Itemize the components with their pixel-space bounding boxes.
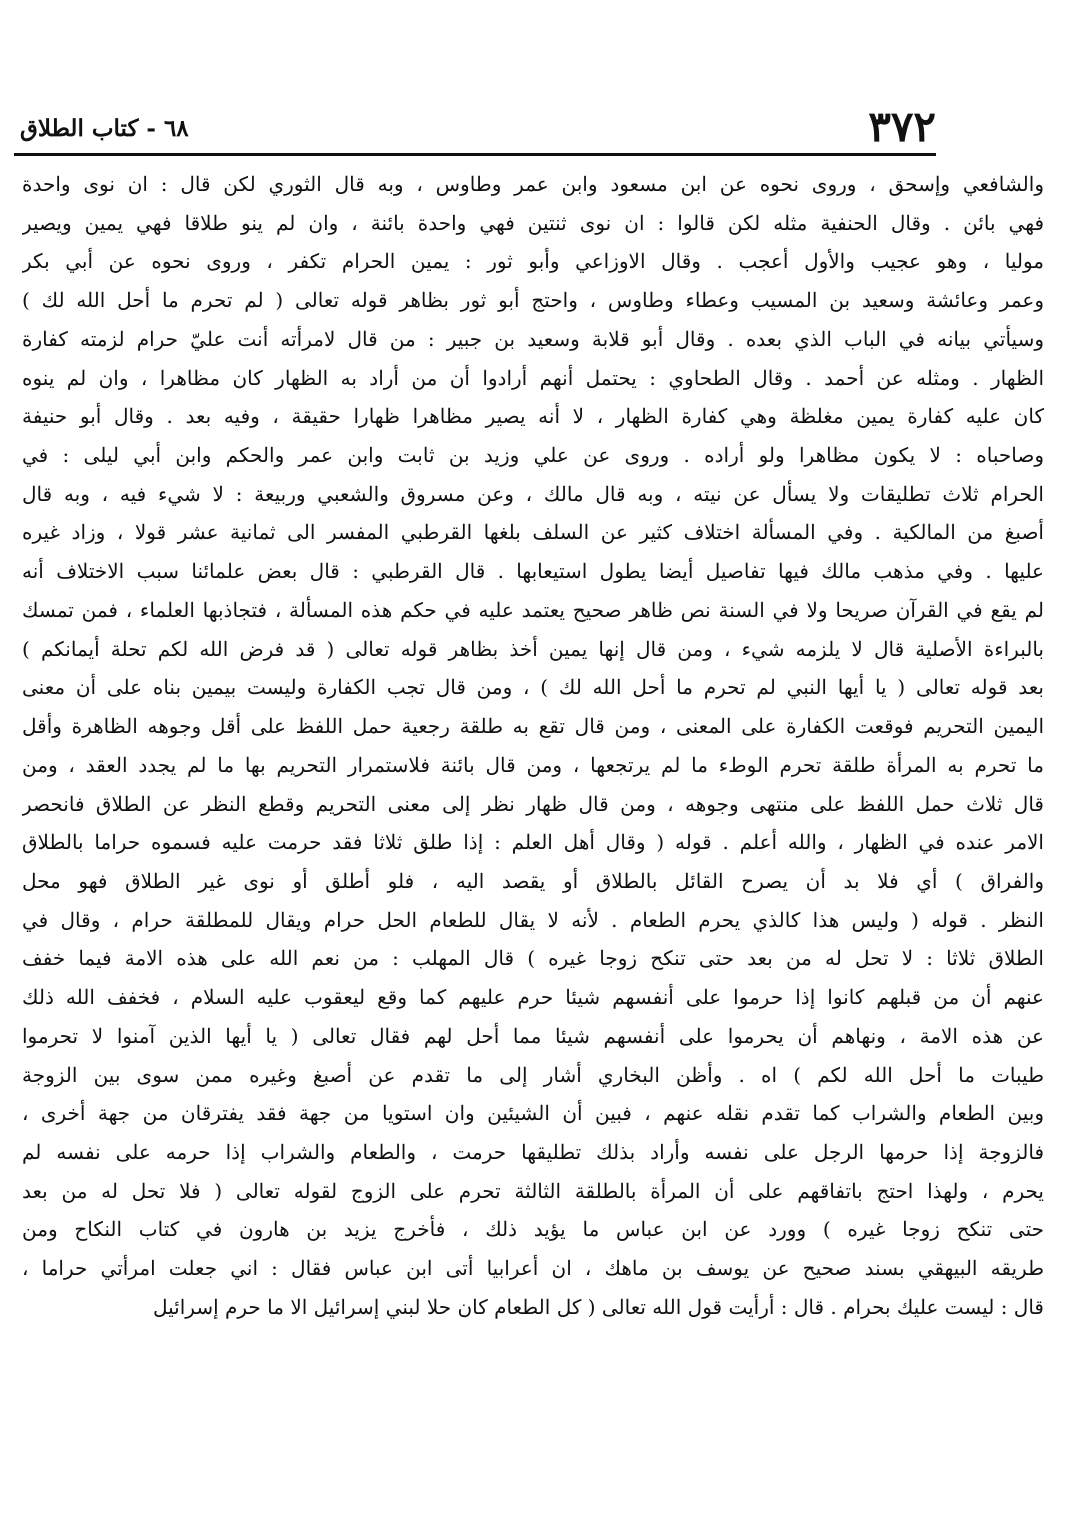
text-line: النظر . قوله ( وليس هذا كالذي يحرم الطعام . لأنه لا يقال للطعام الحل حرام ويقال للمطلقة حرام ، وقال في <box>22 907 1044 932</box>
text-line: لم يقع في القرآن صريحا ولا في السنة نص ظاهر صحيح يعتمد عليه في حكم هذه المسألة ، فتجاذبها العلماء ، فمن تمسك <box>22 597 1044 622</box>
header-rule <box>14 153 936 156</box>
text-line: أصبغ من المالكية . وفي المسألة اختلاف كثير عن السلف بلغها القرطبي المفسر الى ثمانية عشر قولا ، وزاد غيره <box>22 520 1044 545</box>
text-line: موليا ، وهو عجيب والأول أعجب . وقال الاوزاعي وأبو ثور : يمين الحرام تكفر ، وروى نحوه عن أبي بكر <box>22 249 1044 274</box>
text-line: كان عليه كفارة يمين مغلظة وهي كفارة الظهار ، لا أنه يصير مظاهرا ظهارا حقيقة ، وفيه بعد . وقال أبو حنيفة <box>22 404 1044 429</box>
text-line: طريقه البيهقي بسند صحيح عن يوسف بن ماهك ، ان أعرابيا أتى ابن عباس فقال : اني جعلت امرأتي حراما ، <box>22 1256 1044 1281</box>
page-number: ٣٧٢ <box>868 102 936 151</box>
text-line: والفراق ) أي فلا بد أن يصرح القائل بالطلاق أو يقصد اليه ، فلو أطلق أو نوى غير الطلاق فهو محل <box>22 868 1044 893</box>
text-line: الحرام ثلاث تطليقات ولا يسأل عن نيته ، وبه قال مالك ، وعن مسروق والشعبي وربيعة : لا شيء فيه ، وبه قال <box>22 481 1044 506</box>
text-line: اليمين التحريم فوقعت الكفارة على المعنى ، ومن قال تقع به طلقة رجعية حمل اللفظ على أقل وجوهه الظاهرة وأقل <box>22 714 1044 739</box>
text-line: عنهم أن من قبلهم كانوا إذا حرموا على أنفسهم شيئا حرم عليهم كما وقع ليعقوب عليه السلام ، فخفف الله ذلك <box>22 985 1044 1010</box>
text-line: بعد قوله تعالى ( يا أيها النبي لم تحرم ما أحل الله لك ) ، ومن قال تجب الكفارة وليست بيمين بناه على أن معنى <box>22 675 1044 700</box>
text-line: وصاحباه : لا يكون مظاهرا ولو أراده . وروى عن علي وزيد بن ثابت وابن عمر والحكم وابن أبي ليلى : في <box>22 443 1044 468</box>
body-text <box>22 165 1044 1327</box>
text-line: قال ثلاث حمل اللفظ على منتهى وجوهه ، ومن قال ظهار نظر إلى معنى التحريم وقطع النظر عن الطلاق فانحصر <box>22 791 1044 816</box>
text-line: طيبات ما أحل الله لكم ) اه . وأظن البخاري أشار إلى ما تقدم عن أصبغ وغيره ممن سوى بين الزوجة <box>22 1062 1044 1087</box>
text-line: حتى تنكح زوجا غيره ) وورد عن ابن عباس ما يؤيد ذلك ، فأخرج يزيد بن هارون في كتاب النكاح ومن <box>22 1217 1044 1242</box>
page-header <box>14 104 936 150</box>
text-line: عليها . وفي مذهب مالك فيها تفاصيل أيضا يطول استيعابها . قال القرطبي : قال بعض علمائنا سبب الاختلاف أنه <box>22 559 1044 584</box>
running-title: ٦٨ - كتاب الطلاق <box>20 115 189 142</box>
text-line: وعمر وعائشة وسعيد بن المسيب وعطاء وطاوس ، واحتج أبو ثور بظاهر قوله تعالى ( لم تحرم ما أحل الله لك ) <box>22 288 1044 313</box>
text-line: ما تحرم به المرأة طلقة تحرم الوطء ما لم يرتجعها ، ومن قال بائنة فلاستمرار التحريم بها ما لم يجدد العقد ، ومن <box>22 752 1044 777</box>
text-line: الامر عنده في الظهار ، والله أعلم . قوله ( وقال أهل العلم : إذا طلق ثلاثا فقد حرمت عليه فسموه حراما بالطلاق <box>22 830 1044 855</box>
text-line: يحرم ، ولهذا احتج باتفاقهم على أن المرأة بالطلقة الثالثة تحرم على الزوج لقوله تعالى ( فلا تحل له من بعد <box>22 1178 1044 1203</box>
text-line: فالزوجة إذا حرمها الرجل على نفسه وأراد بذلك تطليقها حرمت ، والطعام والشراب إذا حرمه على نفسه لم <box>22 1139 1044 1164</box>
text-line: بالبراءة الأصلية قال لا يلزمه شيء ، ومن قال إنها يمين أخذ بظاهر قوله تعالى ( قد فرض الله لكم تحلة أيمانكم ) <box>22 636 1044 661</box>
text-line: قال : ليست عليك بحرام . قال : أرأيت قول الله تعالى ( كل الطعام كان حلا لبني إسرائيل الا ما حرم إسرائيل <box>153 1294 1044 1319</box>
text-line: عن هذه الامة ، ونهاهم أن يحرموا على أنفسهم شيئا مما أحل لهم فقال تعالى ( يا أيها الذين آمنوا لا تحرموا <box>22 1023 1044 1048</box>
text-line: والشافعي وإسحق ، وروى نحوه عن ابن مسعود وابن عمر وطاوس ، وبه قال الثوري لكن قال : ان نوى واحدة <box>22 172 1044 196</box>
text-line: فهي بائن . وقال الحنفية مثله لكن قالوا : ان نوى ثنتين فهي واحدة بائنة ، وان لم ينو طلاقا فهي يمين ويصير <box>22 210 1044 235</box>
text-line: الظهار . ومثله عن أحمد . وقال الطحاوي : يحتمل أنهم أرادوا أن من أراد به الظهار كان مظاهرا ، وان لم ينوه <box>22 365 1044 390</box>
text-line: الطلاق ثلاثا : لا تحل له من بعد حتى تنكح زوجا غيره ) قال المهلب : من نعم الله على هذه الامة فيما خفف <box>22 946 1044 971</box>
text-line: وسيأتي بيانه في الباب الذي بعده . وقال أبو قلابة وسعيد بن جبير : من قال لامرأته أنت عليّ حرام لزمته كفارة <box>22 326 1044 351</box>
text-line: وبين الطعام والشراب كما تقدم نقله عنهم ، فبين أن الشيئين وان استويا من جهة فقد يفترقان من جهة أخرى ، <box>22 1101 1044 1126</box>
